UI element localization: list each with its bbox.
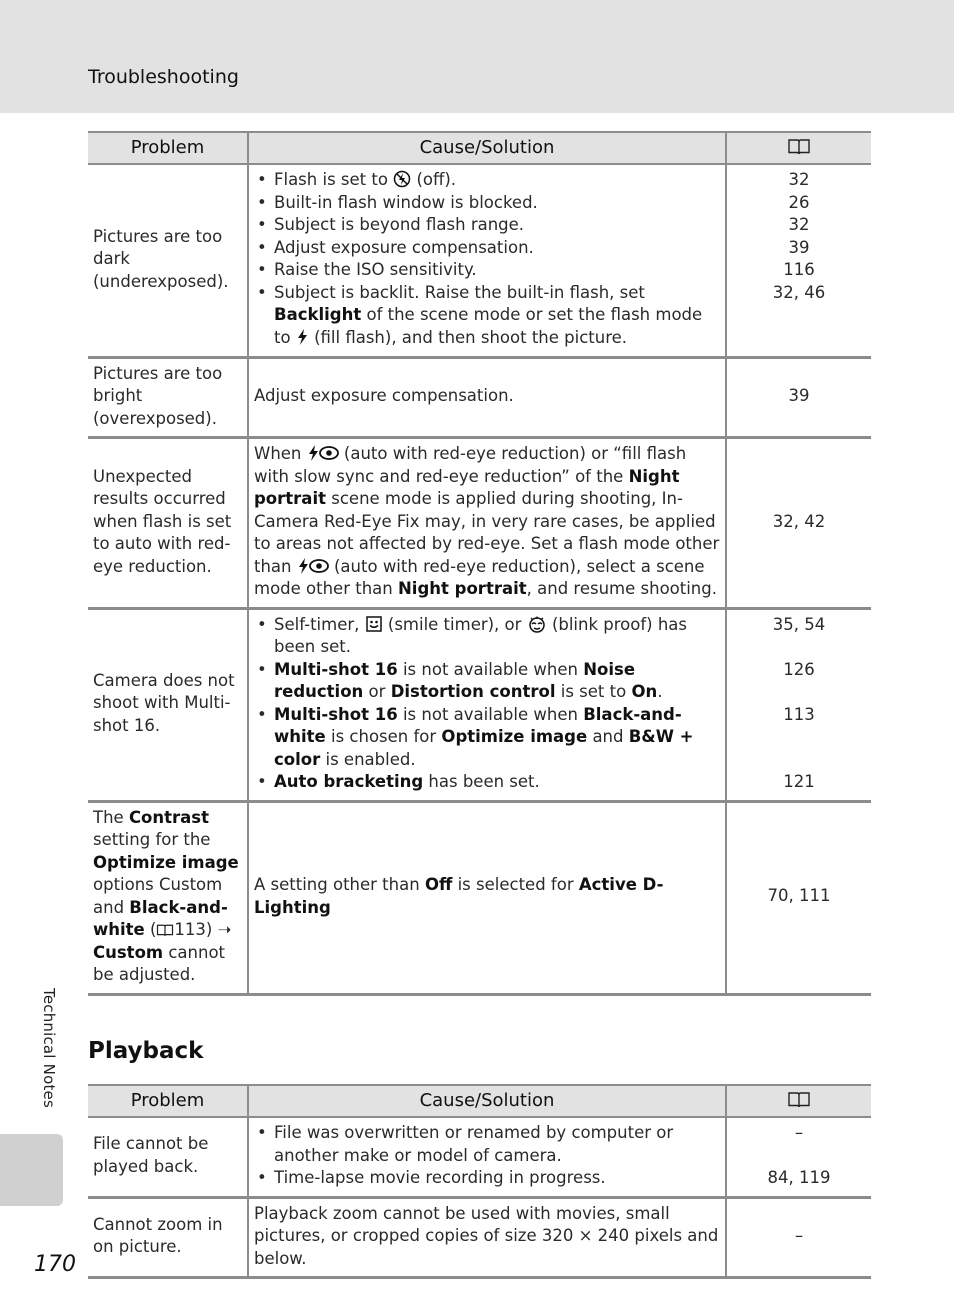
table-header-row: [88, 132, 871, 164]
page-ref: 116: [783, 260, 815, 279]
problem-cell: Pictures are too bright (overexposed).: [88, 357, 248, 438]
table-row: [88, 357, 871, 438]
list-item: • Raise the ISO sensitivity.: [254, 259, 720, 282]
problem-cell: The Contrast setting for the Optimize image options Custom and Black-and-white ( 113) ➝ Custom cannot be adjusted.: [88, 801, 248, 994]
column-header-problem: Problem: [88, 132, 248, 164]
smile-timer-icon: [365, 615, 383, 633]
playback-table: [88, 1084, 871, 1279]
book-icon: [787, 138, 811, 156]
page-ref: 126: [783, 659, 815, 679]
table-row: [88, 1197, 871, 1278]
column-header-problem: Problem: [88, 1085, 248, 1117]
cause-cell: Playback zoom cannot be used with movies, small pictures, or cropped copies of size 320 × 240 pixels and below.: [248, 1197, 726, 1278]
page-ref-cell: [726, 164, 871, 357]
page-ref-cell: [726, 608, 871, 801]
column-header-cause: Cause/Solution: [248, 132, 726, 164]
header-band: [0, 0, 954, 113]
page-ref-cell: 32, 42: [726, 438, 871, 609]
cause-list: [254, 1122, 720, 1190]
fill-flash-icon: [296, 328, 309, 346]
problem-cell: File cannot be played back.: [88, 1117, 248, 1197]
list-item: • Multi-shot 16 is not available when Black-and-white is chosen for Optimize image and B&W + color is enabled.: [254, 704, 720, 772]
page-ref: 32: [788, 215, 810, 234]
book-icon: [156, 923, 174, 938]
problem-cell: Cannot zoom in on picture.: [88, 1197, 248, 1278]
list-item: • Built-in flash window is blocked.: [254, 192, 720, 215]
page-ref: 32, 46: [772, 282, 826, 302]
column-header-page-ref: [726, 132, 871, 164]
page-number: 170: [34, 1252, 76, 1277]
table-row: [88, 1117, 871, 1197]
list-item: • Flash is set to (off).: [254, 169, 720, 192]
blink-proof-icon: [527, 615, 547, 633]
list-item: • Subject is backlit. Raise the built-in flash, set Backlight of the scene mode or set the flash mode to (fill flash), and then shoot the picture.: [254, 282, 720, 350]
auto-red-eye-flash-icon: [297, 557, 329, 575]
problem-cell: Camera does not shoot with Multi-shot 16.: [88, 608, 248, 801]
list-item: • Auto bracketing has been set.: [254, 771, 720, 794]
page-ref: 84, 119: [767, 1168, 831, 1187]
table-row: [88, 438, 871, 609]
cause-cell: [248, 164, 726, 357]
table-header-row: [88, 1085, 871, 1117]
page-header-title: Troubleshooting: [88, 66, 239, 88]
list-item: • File was overwritten or renamed by computer or another make or model of camera.: [254, 1122, 720, 1167]
page-ref-cell: –: [726, 1197, 871, 1278]
auto-red-eye-flash-icon: [307, 444, 339, 462]
cause-cell: A setting other than Off is selected for Active D-Lighting: [248, 801, 726, 994]
side-tab-marker: [0, 1134, 63, 1206]
cause-cell: [248, 608, 726, 801]
table-row: [88, 801, 871, 994]
list-item: • Multi-shot 16 is not available when Noise reduction or Distortion control is set to On.: [254, 659, 720, 704]
troubleshooting-table: [88, 131, 871, 996]
problem-cell: Unexpected results occurred when flash is set to auto with red-eye reduction.: [88, 438, 248, 609]
column-header-cause: Cause/Solution: [248, 1085, 726, 1117]
list-item: • Self-timer, (smile timer), or (blink proof) has been set.: [254, 614, 720, 659]
page-ref-cell: [726, 1117, 871, 1197]
section-heading-playback: Playback: [88, 1038, 204, 1064]
page-ref: 113: [783, 704, 815, 724]
cause-cell: Adjust exposure compensation.: [248, 357, 726, 438]
page-ref: 35, 54: [772, 614, 826, 634]
column-header-page-ref: [726, 1085, 871, 1117]
page-ref-cell: 70, 111: [726, 801, 871, 994]
table-row: [88, 608, 871, 801]
page-ref: 32: [788, 170, 810, 189]
cause-cell: [248, 1117, 726, 1197]
page-ref: 26: [788, 192, 810, 212]
page-ref: 39: [788, 237, 810, 257]
page-ref: –: [794, 1123, 804, 1142]
side-section-label: Technical Notes: [40, 988, 58, 1108]
list-item: • Time-lapse movie recording in progress.: [254, 1167, 720, 1190]
book-icon: [787, 1091, 811, 1109]
flash-off-icon: [393, 170, 411, 188]
table-row: [88, 164, 871, 357]
problem-cell: Pictures are too dark (underexposed).: [88, 164, 248, 357]
cause-list: [254, 169, 720, 349]
page-ref-cell: 39: [726, 357, 871, 438]
list-item: • Adjust exposure compensation.: [254, 237, 720, 260]
cause-list: [254, 614, 720, 794]
page-ref: 121: [783, 772, 815, 791]
list-item: • Subject is beyond flash range.: [254, 214, 720, 237]
cause-cell: When (auto with red-eye reduction) or “fill flash with slow sync and red-eye reduction” of the Night portrait scene mode is applied during shooting, In-Camera Red-Eye Fix may, in very rare cases, be applied to areas not affected by red-eye. Set a flash mode other than (auto with red-eye reduction), select a scene mode other than Night portrait, and resume shooting.: [248, 438, 726, 609]
